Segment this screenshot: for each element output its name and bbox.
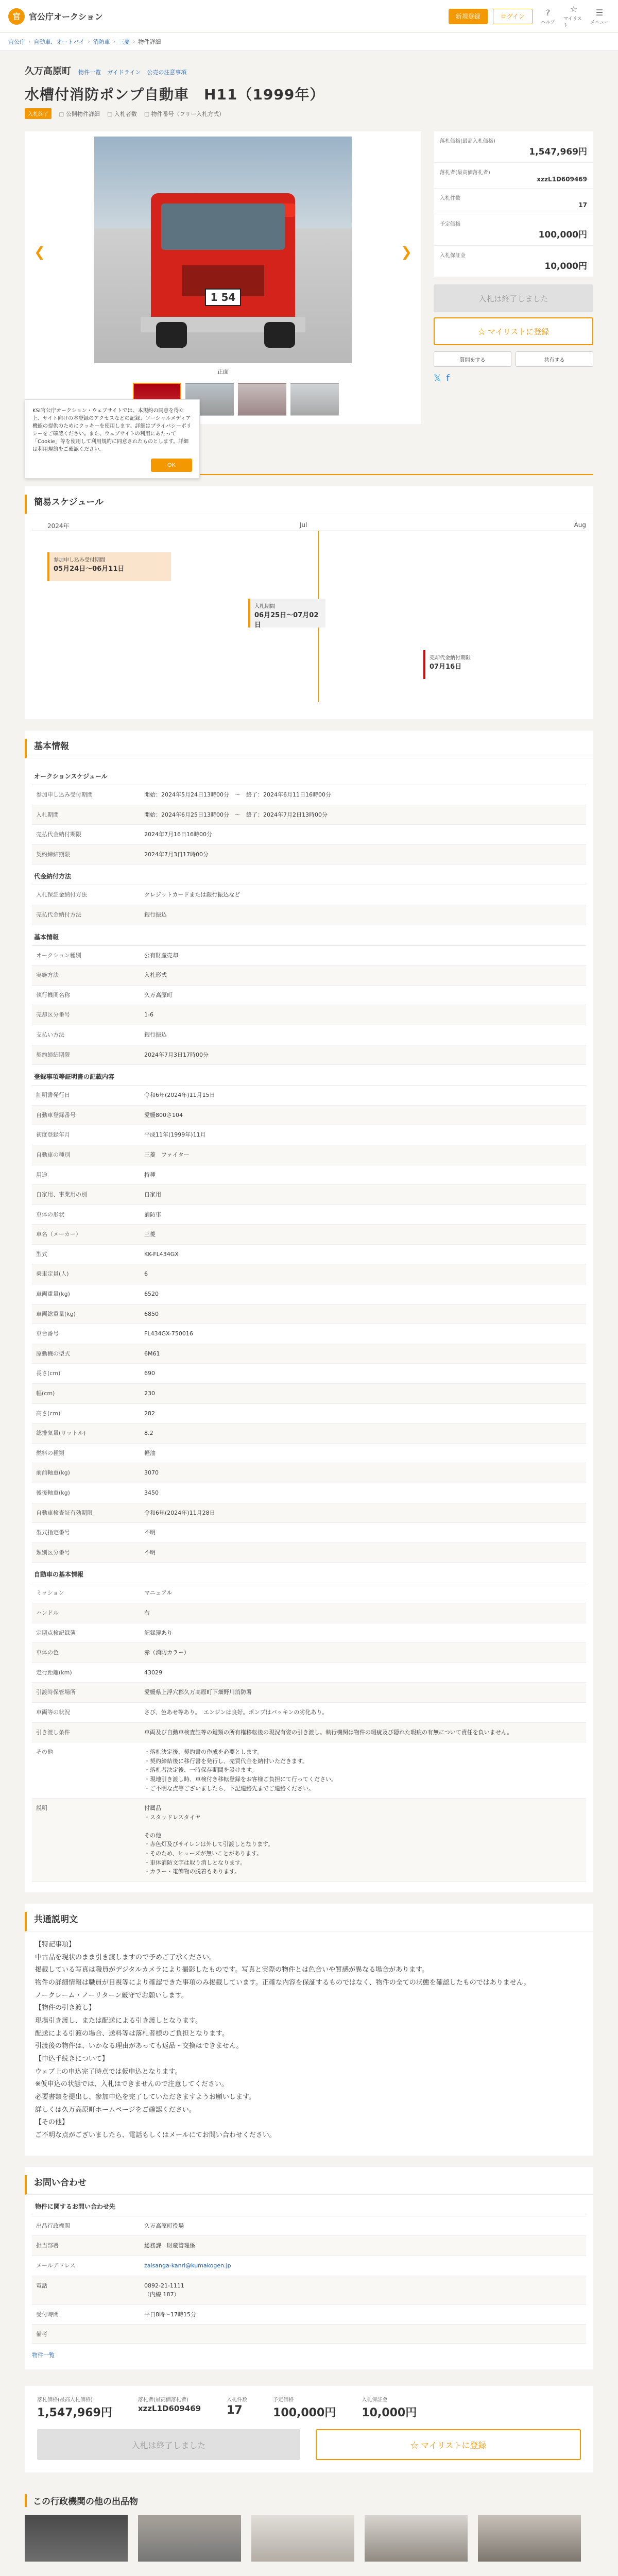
menu-nav[interactable] [589,8,610,25]
info-value: 不明 [144,1529,156,1536]
bottom-bid-closed-button: 入札は終了しました [37,2429,300,2460]
question-button[interactable]: 質問をする [434,351,511,367]
info-row [32,1324,586,1344]
bottom-winning-price: 1,547,969円 [37,2406,112,2420]
bid-closed-button: 入札は終了しました [434,284,593,312]
breadcrumb-sep: › [88,38,90,45]
info-row [32,1703,586,1723]
info-row [32,946,586,966]
info-row [32,1723,586,1743]
site-logo[interactable] [8,8,103,25]
common-body: 【特記事項】 中古品を現状のまま引き渡しますので予めご了承ください。 掲載している写真は職員がデジタルカメラにより撮影したものです。写真と実際の物件とは色合いや質感が異なる場合があります。 物件の詳細情報は職員が目視等により確認できた事項のみ掲載しています。正確な内容を保証するものではなく、物件の全ての状態を確認したものではありません。 ノークレーム・ノーリターン厳守でお願いします。 【物件の引き渡し】 現場引き渡し、または配送による引き渡しとなります。 配送による引渡の場合、送料等は落札者様のご負担となります。 引渡後の物件は、いかなる理由があっても返品・交換はできません。 【申込手続きについて】 ウェブ上の申込完了時点では仮申込となります。 ※仮申込の状態では、入札はできませんので注意してください。 必要書類を提出し、参加申込を完了していただきますようお願いします。 詳しくは久万高原町ホームページをご確認ください。 【その他】 ご不明な点がございましたら、電話もしくはメールにてお問い合わせください。 [35,1940,530,2140]
thumbnail[interactable] [238,383,286,416]
info-value: 銀行振込 [144,911,167,918]
mylist-label: マイリスト [563,16,582,28]
info-value: 自家用 [144,1191,161,1198]
main-photo[interactable] [94,137,352,363]
timeline-month: Aug [574,521,586,529]
contact-row [32,2276,586,2305]
info-value: 6520 [144,1291,159,1298]
info-key: 車台番号 [36,1330,59,1337]
breadcrumb-link[interactable]: 自動車、オートバイ [33,38,85,45]
info-value: 特種 [144,1171,156,1178]
contact-key: 出品行政機関 [36,2222,70,2229]
info-value: 1-6 [144,1011,153,1019]
facebook-icon[interactable]: f [446,373,450,384]
info-value: 3070 [144,1469,159,1477]
info-row [32,1623,586,1643]
schedule-title: 簡易スケジュール [25,495,593,514]
info-key: 定期点検記録簿 [36,1629,76,1636]
menu-icon: ☰ [595,7,604,18]
deposit-amount: 10,000円 [544,261,587,272]
info-value: 三菱 ファイター [144,1151,190,1158]
truck-wheel [264,322,295,348]
breadcrumb-sep: › [113,38,115,45]
prev-arrow-icon[interactable]: ❮ [34,245,45,260]
info-row [32,1483,586,1503]
info-key: 車体の形状 [36,1211,64,1218]
info-key: 自動車登録番号 [36,1111,76,1118]
info-key: 原動機の型式 [36,1350,70,1357]
info-group-title: 基本情報 [32,925,586,946]
info-value: 開始：2024年6月25日13時00分 ～ 終了：2024年7月2日13時00分 [144,811,328,818]
info-key: 乗車定員(人) [36,1270,69,1278]
help-label: ヘルプ [541,20,555,25]
basic-info-section [25,731,593,1892]
meta-item: ▢ 公開物件詳細 [59,110,100,118]
contact-title: お問い合わせ [25,2175,593,2195]
info-row [32,1583,586,1603]
truck-cab [151,193,295,322]
info-key: 長さ(cm) [36,1370,61,1377]
info-value: 平成11年(1999年)11月 [144,1131,206,1139]
info-value: 230 [144,1390,155,1397]
other-items-title: この行政機関の他の出品物 [25,2494,593,2507]
info-key: 後後軸重(kg) [36,1489,70,1496]
bottom-label: 予定価格 [273,2397,294,2403]
info-key: 高さ(cm) [36,1410,61,1417]
schedule-bar-dates: 06月25日～07月02日 [254,612,319,629]
info-value: 令和6年(2024年)11月28日 [144,1509,215,1516]
info-key: 総排気量(リットル) [36,1430,86,1437]
info-row [32,1663,586,1683]
info-value: 三菱 [144,1231,156,1238]
schedule-bar-name: 売却代金納付期限 [430,655,471,661]
info-key: 車名（メーカー） [36,1231,81,1238]
info-key: 自家用、事業用の別 [36,1191,87,1198]
info-value: 6M61 [144,1350,160,1357]
winning-price: 1,547,969円 [529,147,587,157]
site-header [0,0,618,33]
license-plate: 1 54 [205,289,241,306]
info-row [32,1444,586,1464]
photo-gallery [25,131,421,468]
info-key: 初度登録年月 [36,1131,70,1139]
info-row [32,1384,586,1404]
info-key: 引き渡し条件 [36,1728,70,1736]
info-row [32,1603,586,1623]
info-value: 付属品 ・スタッドレスタイヤ その他 ・赤色灯及びサイレンは外して引渡しとなります。 ・そのため、ヒューズが無いことがあります。 ・車体消防文字は取り消しとなります。 ・カラー・電飾物の脱着もあります。 [144,1805,274,1875]
info-value: 3450 [144,1489,159,1496]
status-badge: 入札終了 [25,108,52,119]
breadcrumb-current: 物件詳細 [138,38,161,45]
info-group-title: オークションスケジュール [32,765,586,785]
breadcrumb-link[interactable]: 消防車 [93,38,110,45]
info-key: 車両重量(kg) [36,1291,70,1298]
schedule-bar [248,599,325,628]
schedule-timeline [32,521,586,702]
next-arrow-icon[interactable]: ❯ [401,245,412,260]
bottom-planned-price: 100,000円 [273,2406,336,2420]
sidebar-row [434,189,593,214]
bottom-winner-id: xzzL1D609469 [138,2404,201,2414]
schedule-bar-name: 入札期間 [254,604,275,609]
common-section [25,1904,593,2156]
info-row [32,905,586,925]
info-row [32,1205,586,1225]
basic-info-title: 基本情報 [25,739,593,758]
info-key: 契約締結期限 [36,851,70,858]
sidebar-row [434,163,593,189]
schedule-bar-dates: 05月24日～06月11日 [54,565,125,573]
info-key: 前前軸重(kg) [36,1469,70,1477]
info-value: クレジットカードまたは銀行振込など [144,891,241,899]
info-key: 燃料の種類 [36,1449,64,1456]
info-key: ミッション [36,1589,64,1597]
info-value: 8.2 [144,1430,153,1437]
info-value: ・落札決定後、契約書の作成を必要とします。 ・契約締結後に移行書を発行し、売買代金を納付いただきます。 ・落札者決定後、一時保存期間を設けます。 ・現地引き渡し時、車検付き移転登録をお客様ご負担にて行ってください。 ・ご不明な点等ございましたら、下記連絡先までご連絡ください。 [144,1749,337,1792]
info-row [32,1045,586,1065]
logo-mark-icon: 官 [8,8,25,25]
info-key: 車両等の状況 [36,1708,70,1716]
info-value: 愛媛800さ104 [144,1111,183,1118]
meta-item: ▢ 物件番号（フリー入札方式） [144,110,225,118]
seller-link[interactable]: 公売の注意事項 [147,69,187,76]
info-row [32,1742,586,1799]
info-key: 幅(cm) [36,1390,55,1397]
bottom-bid-box [25,2386,593,2472]
logo-text: 官公庁オークション [29,12,103,22]
contact-value: 総務課 財産管理係 [144,2242,195,2249]
basic-info-table [32,765,586,1882]
help-nav[interactable] [538,8,558,25]
sidebar-row [434,214,593,246]
info-key: 契約締結期限 [36,1051,70,1058]
info-row [32,1264,586,1284]
info-row [32,885,586,905]
login-button[interactable]: ログイン [493,9,533,24]
page-title: 水槽付消防ポンプ自動車 H11（1999年） [25,86,325,103]
info-value: 赤（消防カラー） [144,1649,190,1656]
info-key: 入札保証金納付方法 [36,891,87,899]
contact-email-link[interactable]: zaisanga-kanri@kumakogen.jp [144,2262,231,2269]
share-button[interactable]: 共有する [516,351,593,367]
other-item-thumbnail[interactable] [251,2515,354,2562]
bottom-label: 落札者(最高価落札者) [138,2397,188,2403]
info-row [32,1225,586,1245]
info-value: 2024年7月3日17時00分 [144,851,209,858]
info-key: その他 [36,1749,53,1756]
info-row [32,1304,586,1325]
info-value: 不明 [144,1549,156,1556]
info-row [32,1106,586,1126]
info-row [32,1344,586,1364]
info-value: 2024年7月3日17時00分 [144,1051,209,1058]
mylist-nav[interactable] [563,4,584,28]
truck-windshield [161,204,285,250]
info-row [32,1086,586,1106]
meta-item: ▢ 入札者数 [107,110,137,118]
contact-key: メールアドレス [36,2262,76,2269]
other-item-thumbnail[interactable] [478,2515,581,2562]
schedule-bar-dates: 07月16日 [430,663,462,671]
cookie-banner [25,399,200,479]
bottom-label: 入札件数 [227,2397,248,2403]
info-key: 類別区分番号 [36,1549,70,1556]
info-value: さび、色あせ等あり。 エンジンは良好。ポンプはパッキンの劣化あり。 [144,1708,328,1716]
info-group-title: 代金納付方法 [32,865,586,885]
info-value: 令和6年(2024年)11月15日 [144,1092,215,1099]
other-item-thumbnail[interactable] [25,2515,128,2562]
info-value: FL434GX-750016 [144,1330,193,1337]
info-row [32,1523,586,1543]
info-key: 型式 [36,1250,47,1258]
info-row [32,1799,586,1882]
sidebar-row [434,131,593,163]
info-value: 軽油 [144,1449,156,1456]
item-list-link[interactable]: 物件一覧 [32,2352,55,2359]
contact-row [32,2236,586,2256]
info-value: 消防車 [144,1211,161,1218]
contact-value: 平日8時～17時15分 [144,2311,196,2318]
info-row [32,825,586,845]
contact-row [32,2256,586,2276]
contact-table [32,2195,586,2344]
info-value: 愛媛県上浮穴郡久万高原町下畑野川消防署 [144,1689,252,1696]
breadcrumb-sep: › [28,38,31,45]
info-key: 説明 [36,1805,47,1812]
info-value: 690 [144,1370,155,1377]
info-row [32,1364,586,1384]
schedule-section [25,486,593,719]
register-button[interactable]: 新規登録 [449,9,488,24]
contact-row [32,2216,586,2236]
contact-row [32,2305,586,2325]
info-row [32,1683,586,1703]
info-row [32,1125,586,1145]
info-key: 支払い方法 [36,1031,64,1038]
info-key: オークション種別 [36,952,81,959]
schedule-bar-name: 参加申し込み受付期間 [54,557,105,563]
info-value: 車両及び自動車検査証等の鍵類の所有権移転後の現況有姿の引き渡し。執行機関は物件の瑕疵及び隠れた瑕疵の有無について責任を負いません。 [144,1728,513,1736]
info-key: 型式指定番号 [36,1529,70,1536]
winner-id: xzzL1D609469 [537,176,587,183]
cookie-text: KSI官公庁オークション・ウェブサイトでは、本規約の同意を得た上、サイト向けの本登録のアクセスなどの記録、ソーシャルメディア機能の提供のためにクッキーを使用します。詳細はプライバシーポリシーをご確認ください。また、ウェブサイトの利用にあたって「Cookie」等を使用して利用規約に同意されたものとします。詳細は利用規約をご確認ください。 [32,408,192,452]
info-key: 実施方法 [36,972,59,979]
breadcrumb-sep: › [133,38,135,45]
info-value: 6850 [144,1310,159,1317]
info-key: 自動車の種別 [36,1151,70,1158]
truck-wheel [156,322,187,348]
info-row [32,805,586,825]
schedule-bar [47,552,171,581]
contact-key: 備考 [36,2331,47,2338]
other-item-thumbnail[interactable] [365,2515,468,2562]
planned-price: 100,000円 [538,230,587,240]
bottom-label: 落札価格(最高入札価格) [37,2397,93,2403]
contact-value: 久万高原町役場 [144,2222,184,2229]
bottom-deposit: 10,000円 [362,2406,417,2420]
fire-truck-image [115,167,331,348]
photo-caption: 正面 [217,368,229,375]
contact-key: 担当部署 [36,2242,59,2249]
info-key: 売払代金納付期限 [36,831,81,838]
info-key: 売払代金納付方法 [36,911,81,918]
twitter-icon[interactable]: 𝕏 [434,373,441,384]
contact-value [140,2325,586,2343]
contact-value: 0892-21-1111 （内線 187） [144,2282,184,2298]
info-key: 車両総重量(kg) [36,1310,76,1317]
info-value: 右 [144,1609,150,1616]
info-value: 記録簿あり [144,1629,173,1636]
breadcrumb [0,33,618,50]
info-row [32,845,586,865]
info-row [32,1145,586,1165]
info-row [32,1284,586,1304]
bid-sidebar [434,131,593,424]
contact-head: 物件に関するお問い合わせ先 [32,2195,586,2216]
sidebar-label: 入札件数 [440,196,460,201]
sidebar-label: 入札保証金 [440,253,466,259]
sidebar-label: 落札者(最高価落札者) [440,170,490,176]
sidebar-label: 予定価格 [440,222,460,227]
breadcrumb-link[interactable]: 三菱 [118,38,130,45]
seller-link[interactable]: 物件一覧 [78,69,101,76]
contact-section [25,2167,593,2370]
sidebar-row [434,246,593,277]
other-item-thumbnail[interactable] [138,2515,241,2562]
cookie-ok-button[interactable]: OK [151,459,192,472]
info-row [32,1165,586,1185]
sidebar-label: 落札価格(最高入札価格) [440,139,495,144]
info-key: 車体の色 [36,1649,59,1656]
info-key: 参加申し込み受付期間 [36,791,93,798]
info-value: 公有財産売却 [144,952,178,959]
info-row [32,1005,586,1025]
info-value: 久万高原町 [144,991,173,998]
contact-key: 受付時間 [36,2311,59,2318]
bottom-label: 入札保証金 [362,2397,388,2403]
contact-key: 電話 [36,2282,47,2289]
bottom-bid-count: 17 [227,2404,243,2417]
timeline-month: Jul [300,521,307,529]
info-row [32,1245,586,1265]
item-title-box [25,50,593,124]
info-value: 43029 [144,1669,162,1676]
info-value: 2024年7月16日16時00分 [144,831,212,838]
info-row [32,1404,586,1424]
info-group-title: 登録事項等証明書の記載内容 [32,1065,586,1086]
bottom-add-to-mylist-button[interactable]: ☆ マイリストに登録 [316,2429,581,2460]
info-row [32,1423,586,1444]
info-key: 売却区分番号 [36,1011,70,1019]
info-value: 282 [144,1410,155,1417]
common-title: 共通説明文 [25,1912,593,1931]
info-key: 走行距離(km) [36,1669,72,1676]
info-row [32,1463,586,1483]
schedule-bar [423,650,485,679]
info-row [32,986,586,1006]
help-icon: ? [545,7,551,18]
info-value: 6 [144,1270,148,1278]
timeline-year: 2024年 [47,522,70,530]
info-row [32,1503,586,1523]
info-key: 執行機関名称 [36,991,70,998]
info-key: 証明書発行日 [36,1092,70,1099]
info-row [32,1543,586,1563]
other-items-list [25,2515,593,2562]
info-row [32,785,586,805]
bid-count: 17 [578,201,587,209]
info-value: 開始：2024年5月24日13時00分 ～ 終了：2024年6月11日16時00分 [144,791,331,798]
info-row [32,1643,586,1663]
info-key: 用途 [36,1171,47,1178]
info-value: 銀行振込 [144,1031,167,1038]
info-value: マニュアル [144,1589,173,1597]
seller-name: 久万高原町 [25,66,71,77]
info-value: KK-FL434GX [144,1250,179,1258]
info-group-title: 自動車の基本情報 [32,1563,586,1583]
info-key: 自動車検査証有効期限 [36,1509,93,1516]
star-icon: ☆ [570,4,578,14]
breadcrumb-link[interactable]: 官公庁 [8,38,25,45]
info-key: 引渡時保管場所 [36,1689,76,1696]
contact-row [32,2325,586,2344]
info-key: ハンドル [36,1609,59,1616]
menu-label: メニュー [590,20,609,25]
add-to-mylist-button[interactable]: ☆ マイリストに登録 [434,317,593,345]
seller-link[interactable]: ガイドライン [107,69,141,76]
info-value: 入札形式 [144,972,167,979]
info-row [32,1025,586,1045]
info-row [32,1185,586,1205]
info-row [32,965,586,986]
info-key: 入札期間 [36,811,59,818]
thumbnail[interactable] [290,383,339,416]
